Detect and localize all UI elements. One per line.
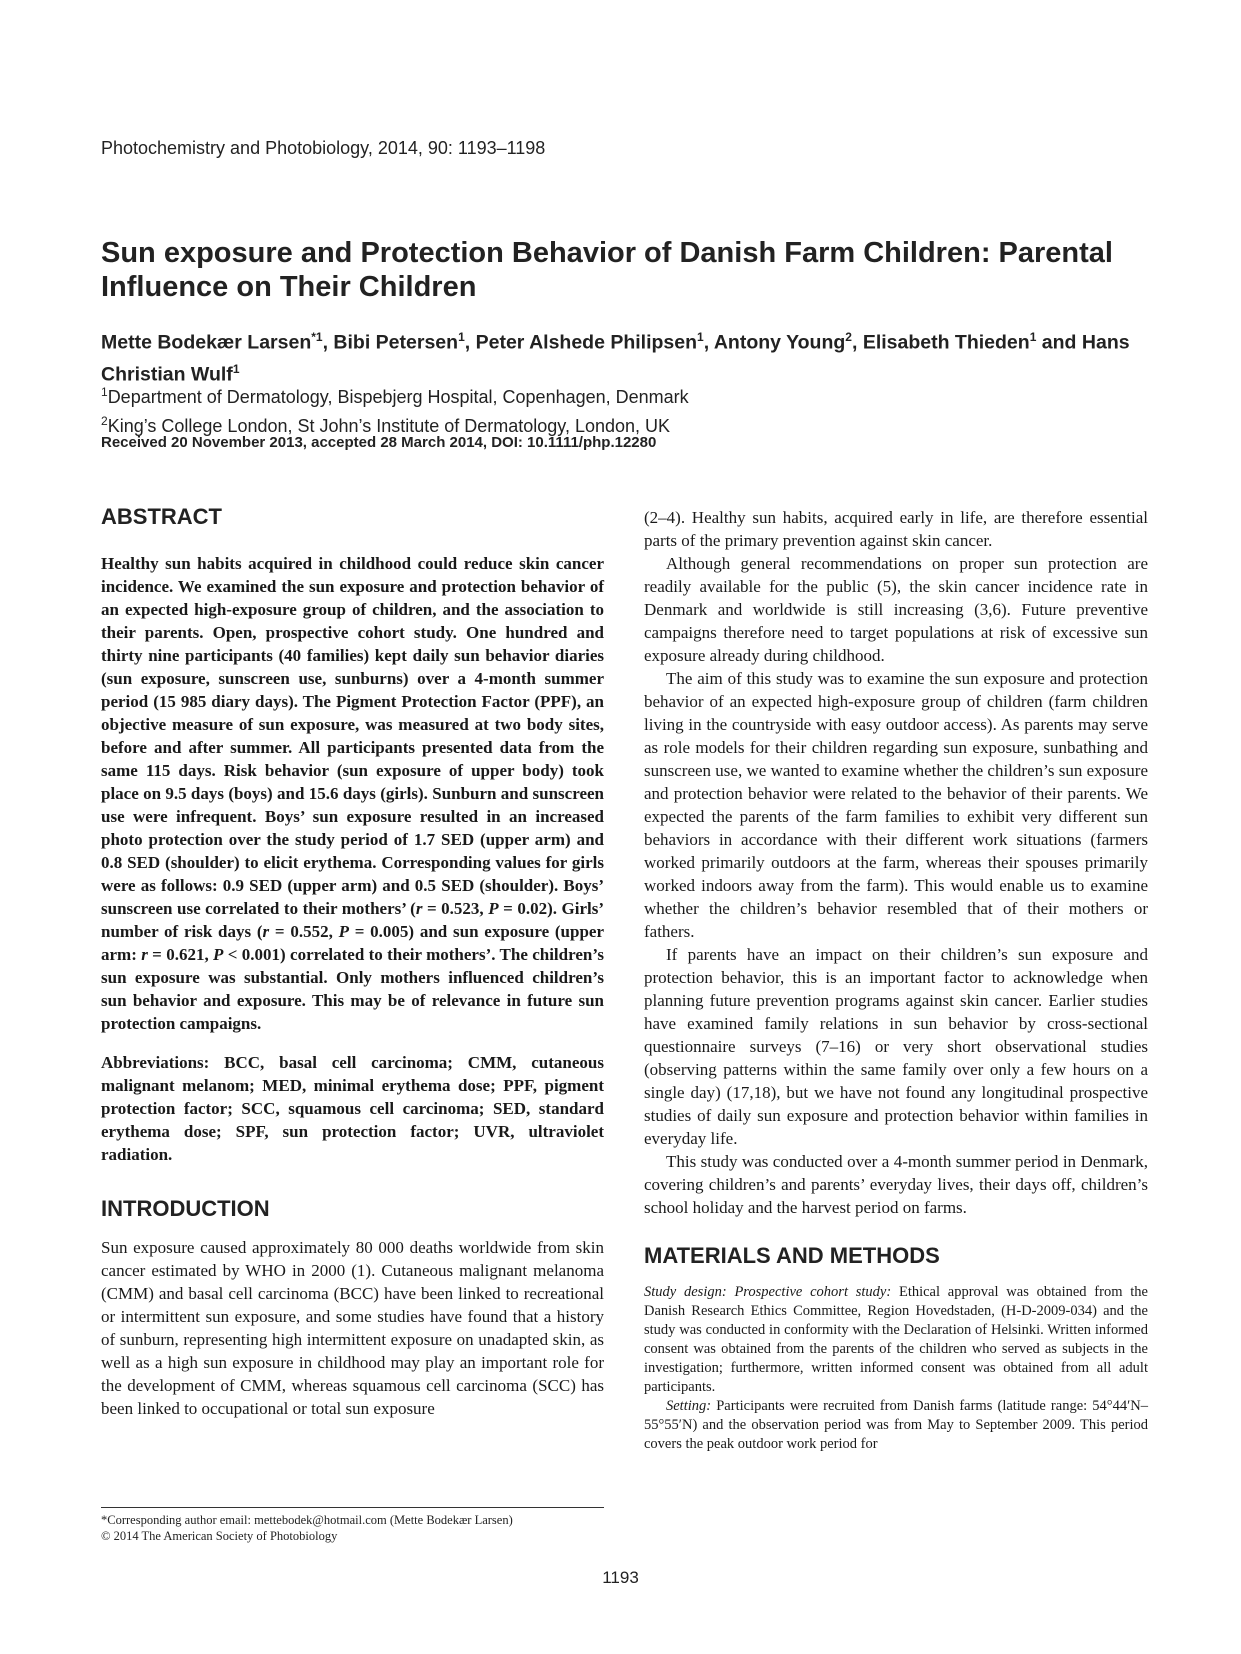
introduction-paragraph: Sun exposure caused approximately 80 000 deaths worldwide from skin cancer estimated by WHO in 2000 (1). Cutaneous malignant melanoma (CMM) and basal cell carcinoma (BCC) have been linked to recreational or intermittent sun exposure, and some studies have found that a history of sunburn, representing high intermittent exposure on unadapted skin, as well as a high sun exposure in childhood may play an important role for the development of CMM, whereas squamous cell carcinoma (SCC) has been linked to occupational or total sun exposure	[101, 1238, 604, 1418]
page-number: 1193	[602, 1568, 639, 1587]
introduction-paragraph-continued: (2–4). Healthy sun habits, acquired early in life, are therefore essential parts of the primary prevention against skin cancer.	[644, 508, 1148, 550]
left-column	[101, 504, 604, 1420]
author-affiliation-mark: 1	[1029, 330, 1037, 344]
author-name: Antony Young	[713, 331, 846, 354]
study-design-paragraph: Study design: Prospective cohort study: Ethical approval was obtained from the Danish Research Ethics Committee, Region Hovedstaden, (H-D-2009-034) and the study was conducted in conformity with the Declaration of Helsinki. Written informed consent was obtained from the parents of the children who served as subjects in the investigation; furthermore, written informed consent was obtained from all adult participants.	[644, 1284, 1148, 1395]
author-name: Bibi Petersen	[333, 331, 459, 354]
journal-reference: Photochemistry and Photobiology, 2014, 90: 1193–1198	[101, 138, 546, 158]
introduction-heading: INTRODUCTION	[101, 1196, 270, 1221]
article-title: Sun exposure and Protection Behavior of Danish Farm Children: Parental Influence on Their Children	[101, 237, 1113, 303]
abstract-heading: ABSTRACT	[101, 504, 222, 529]
affiliations	[101, 380, 689, 438]
affiliation-line: $^2$King’s College London, St John’s Institute of Dermatology, London, UK	[101, 414, 671, 436]
author-name: Mette Bodekær Larsen	[101, 331, 312, 354]
methods-heading: MATERIALS AND METHODS	[644, 1243, 940, 1268]
affiliation-line: $^1$Department of Dermatology, Bispebjerg Hospital, Copenhagen, Denmark	[101, 385, 689, 407]
corresponding-author-note: *Corresponding author email: mettebodek@hotmail.com (Mette Bodekær Larsen)	[101, 1513, 513, 1527]
introduction-paragraph: The aim of this study was to examine the sun exposure and protection behavior of an expected high-exposure group of children (farm children living in the countryside with easy outdoor access). As parents may serve as role models for their children regarding sun exposure, sunbathing and sunscreen use, we wanted to examine whether the children’s sun exposure and protection behavior were related to the behavior of their parents. We expected the parents of the farm families to exhibit very different sun behaviors in accordance with their different work situations (farmers worked primarily outdoors at the farm, whereas their spouses primarily worked indoors away from the farm). This would enable us to examine whether the children’s behavior resembled that of their mothers or fathers.	[644, 669, 1148, 941]
author-affiliation-mark: 1	[458, 330, 465, 344]
right-column	[644, 506, 1148, 1454]
author-name: Elisabeth Thieden	[862, 331, 1030, 354]
received-dates: Received 20 November 2013, accepted 28 March 2014, DOI: 10.1111/php.12280	[101, 434, 657, 451]
author-name: Peter Alshede Philipsen	[475, 331, 698, 354]
introduction-paragraph: This study was conducted over a 4-month summer period in Denmark, covering children’s and parents’ everyday lives, their days off, children’s school holiday and the harvest period on farms.	[644, 1152, 1148, 1217]
author-affiliation-mark: *1	[311, 330, 323, 344]
copyright-note: © 2014 The American Society of Photobiology	[101, 1529, 338, 1543]
abbreviations: Abbreviations: BCC, basal cell carcinoma; CMM, cutaneous malignant melanom; MED, minimal erythema dose; PPF, pigment protection factor; SCC, squamous cell carcinoma; SED, standard erythema dose; SPF, sun protection factor; UVR, ultraviolet radiation.	[101, 1053, 604, 1164]
introduction-paragraph: Although general recommendations on proper sun protection are readily available for the public (5), the skin cancer incidence rate in Denmark and worldwide is still increasing (3,6). Future preventive campaigns therefore need to target populations at risk of excessive sun exposure already during childhood.	[644, 554, 1148, 665]
author-name: Hans Christian Wulf	[101, 331, 1130, 385]
author-affiliation-mark: 1	[697, 330, 704, 344]
footnote	[101, 1507, 604, 1544]
abstract-text: Healthy sun habits acquired in childhood could reduce skin cancer incidence. We examined the sun exposure and protection behavior of an expected high-exposure group of children, and the association to their parents. Open, prospective cohort study. One hundred and thirty nine participants (40 families) kept daily sun behavior diaries (sun exposure, sunscreen use, sunburns) over a 4-month summer period (15 985 diary days). The Pigment Protection Factor (PPF), an objective measure of sun exposure, was measured at two body sites, before and after summer. All participants presented data from the same 115 days. Risk behavior (sun exposure of upper body) took place on 9.5 days (boys) and 15.6 days (girls). Sunburn and sunscreen use were infrequent. Boys’ sun exposure resulted in an increased photo protection over the study period of 1.7 SED (upper arm) and 0.8 SED (shoulder) to elicit erythema. Corresponding values for girls were as follows: 0.9 SED (upper arm) and 0.5 SED (shoulder). Boys’ sunscreen use correlated to their mothers’ (r = 0.523, P = 0.02). Girls’ number of risk days (r = 0.552, P = 0.005) and sun exposure (upper arm: r = 0.621, P < 0.001) correlated to their mothers’. The children’s sun exposure was substantial. Only mothers influenced children’s sun behavior and exposure. This may be of relevance in future sun protection campaigns.	[101, 554, 605, 1033]
author-list: Mette Bodekær Larsen$^{*1}$, Bibi Petersen$^1$, Peter Alshede Philipsen$^1$, Antony Young$^2$, Elisabeth Thieden$^1$ and Hans Christian Wulf$^1$	[101, 330, 1130, 385]
setting-paragraph: Setting: Participants were recruited from Danish farms (latitude range: 54°44′N–55°55′N) and the observation period was from May to September 2009. This period covers the peak outdoor work period for	[644, 1398, 1148, 1452]
author-affiliation-mark: 2	[845, 330, 852, 344]
author-affiliation-mark: 1	[232, 361, 240, 376]
introduction-paragraph: If parents have an impact on their children’s sun exposure and protection behavior, this is an important factor to acknowledge when planning future prevention programs against skin cancer. Earlier studies have examined family relations in sun behavior by cross-sectional questionnaire surveys (7–16) or very short observational studies (observing patterns within the same family over only a few hours on a single day) (17,18), but we have not found any longitudinal prospective studies of daily sun exposure and protection behavior within families in everyday life.	[644, 945, 1148, 1148]
